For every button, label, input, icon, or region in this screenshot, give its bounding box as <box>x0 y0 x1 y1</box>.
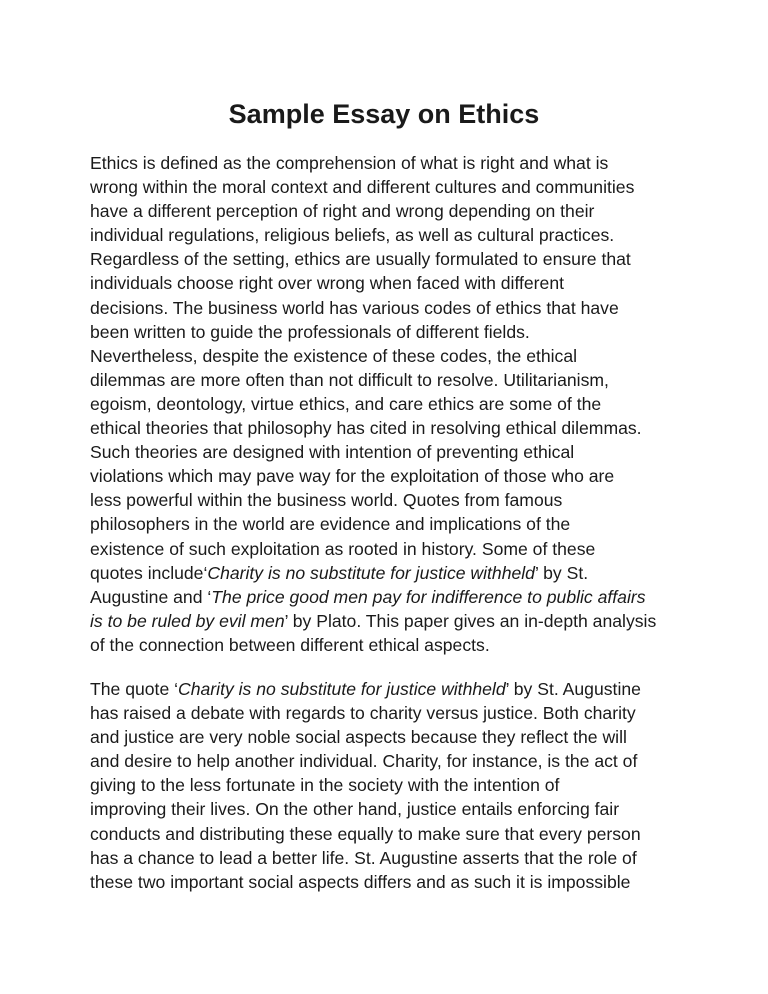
text-line: have a different perception of right and wrong depending on their <box>90 201 595 222</box>
text-line: Such theories are designed with intention of preventing ethical <box>90 442 575 463</box>
text-line: Nevertheless, despite the existence of these codes, the ethical <box>90 345 578 366</box>
text-line: wrong within the moral context and different cultures and communities <box>90 177 635 198</box>
page-title: Sample Essay on Ethics <box>228 99 540 129</box>
text-line: and justice are very noble social aspects because they reflect the will <box>90 727 627 748</box>
text-line: Ethics is defined as the comprehension of what is right and what is <box>90 153 609 173</box>
text-line: conducts and distributing these equally to make sure that every person <box>90 823 641 844</box>
text-line: philosophers in the world are evidence and implications of the <box>90 514 571 535</box>
paragraph-2 <box>90 677 690 894</box>
text-line: individuals choose right over wrong when faced with different <box>90 273 565 294</box>
text-line: egoism, deontology, virtue ethics, and care ethics are some of the <box>90 393 602 414</box>
text-line: individual regulations, religious beliefs, as well as cultural practices. <box>90 225 615 246</box>
text-line: quotes include‘Charity is no substitute for justice withheld’ by St. <box>90 562 589 583</box>
paragraph-1 <box>90 151 690 657</box>
text-line: and desire to help another individual. Charity, for instance, is the act of <box>90 751 638 772</box>
text-line: existence of such exploitation as rooted in history. Some of these <box>90 538 596 559</box>
text-line: of the connection between different ethical aspects. <box>90 634 490 655</box>
text-line: these two important social aspects differs and as such it is impossible <box>90 871 631 892</box>
text-line: has raised a debate with regards to charity versus justice. Both charity <box>90 703 636 724</box>
text-line: has a chance to lead a better life. St. Augustine asserts that the role of <box>90 847 637 868</box>
text-line: Augustine and ‘The price good men pay for indifference to public affairs <box>90 586 646 607</box>
text-line: less powerful within the business world. Quotes from famous <box>90 490 563 511</box>
text-line: violations which may pave way for the exploitation of those who are <box>90 466 615 487</box>
quote-augustine: Charity is no substitute for justice withheld <box>207 562 535 583</box>
quote-augustine: Charity is no substitute for justice withheld <box>178 679 506 699</box>
quote-plato-part2: is to be ruled by evil men <box>90 610 285 631</box>
text-line: ethical theories that philosophy has cited in resolving ethical dilemmas. <box>90 418 642 439</box>
quote-plato-part1: The price good men pay for indifference to public affairs <box>211 586 646 607</box>
text-line: dilemmas are more often than not difficult to resolve. Utilitarianism, <box>90 369 609 390</box>
text-line: The quote ‘Charity is no substitute for justice withheld’ by St. Augustine <box>90 679 641 699</box>
text-line: giving to the less fortunate in the society with the intention of <box>90 775 560 796</box>
text-line: been written to guide the professionals of different fields. <box>90 321 530 342</box>
text-line: is to be ruled by evil men’ by Plato. This paper gives an in-depth analysis <box>90 610 657 631</box>
text-line: improving their lives. On the other hand, justice entails enforcing fair <box>90 799 620 820</box>
text-line: decisions. The business world has various codes of ethics that have <box>90 297 619 318</box>
text-line: Regardless of the setting, ethics are usually formulated to ensure that <box>90 249 631 270</box>
